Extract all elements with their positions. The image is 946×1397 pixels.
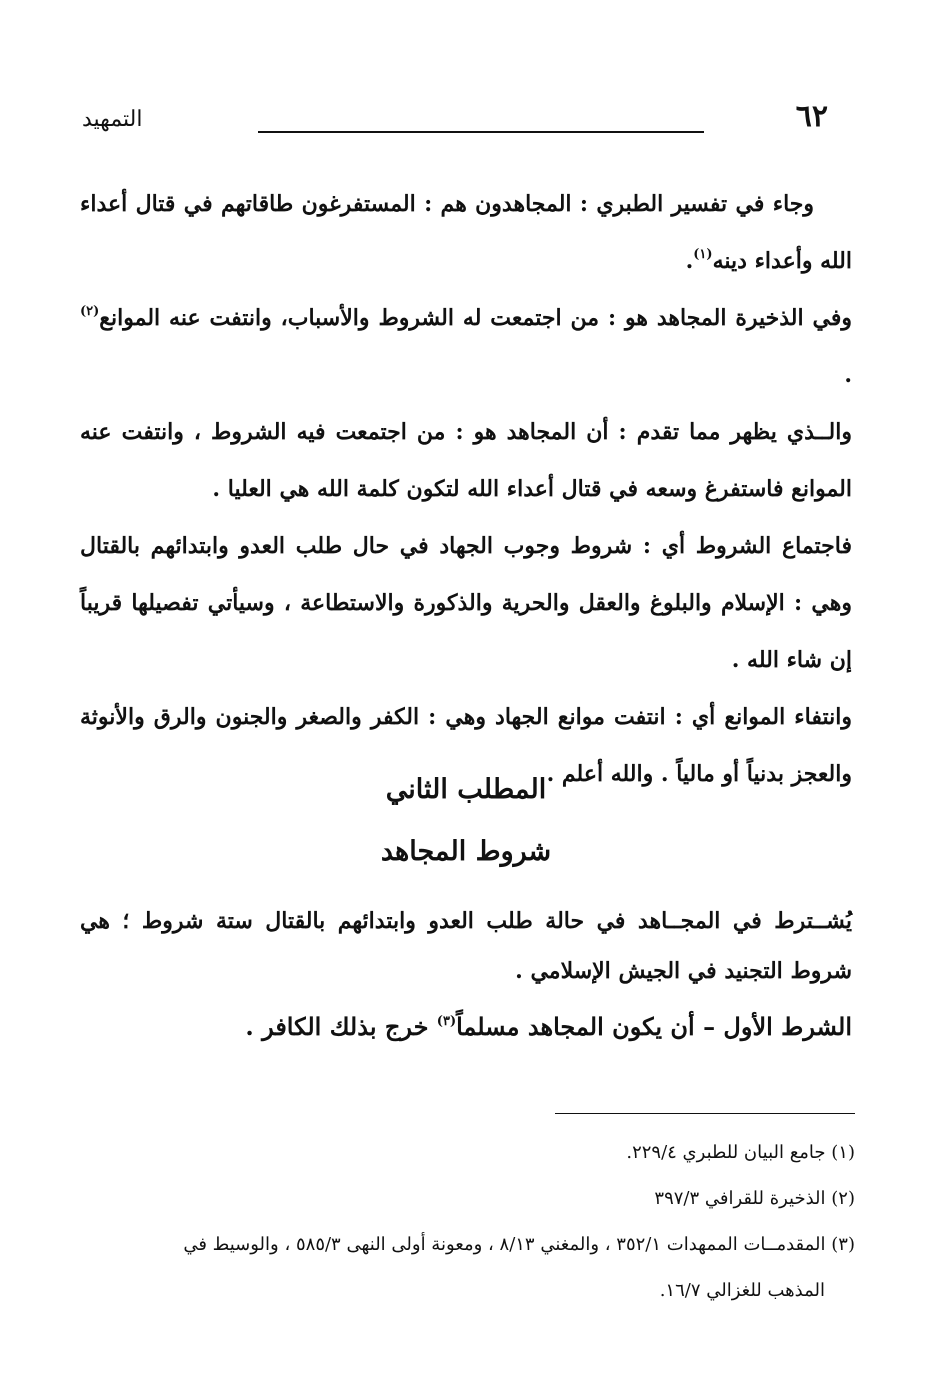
paragraph-conditions: فاجتماع الشروط أي : شروط وجوب الجهاد في حال طلب العدو وابتدائهم بالقتال وهي : الإسلام والبلوغ والعقل والحرية والذكورة والاستطاعة ، وسيأتي تفصيلها قريباً إن شاء الله . [80,533,852,673]
footnote-3: (٣) المقدمــات الممهدات ٣٥٢/١ ، والمغني ٨/١٣ ، ومعونة أولى النهى ٥٨٥/٣ ، والوسيط في [183,1234,855,1255]
section-headings [80,770,852,882]
header-rule [258,131,704,133]
condition-text: الشرط الأول – أن يكون المجاهد مسلماً [456,1012,852,1041]
running-title: التمهيد [82,107,143,132]
footnote-2: (٢) الذخيرة للقرافي ٣٩٧/٣ [654,1188,855,1209]
footnotes [80,1130,855,1314]
paragraph-conclusion: والــذي يظهر مما تقدم : أن المجاهد هو : من اجتمعت فيه الشروط ، وانتفت عنه الموانع فاستفرغ وسعه في قتال أعداء الله لتكون كلمة الله هي العليا . [80,419,852,502]
paragraph-end: . [685,248,694,274]
section-text [80,896,852,1058]
page-number: ٦٢ [795,99,828,134]
paragraph-tabari-definition [80,176,852,290]
paragraph-dhakhira-definition [80,290,852,404]
paragraph-end: . [844,362,852,388]
footnote-3-continuation: المذهب للغزالي ١٦/٧. [659,1280,825,1301]
footnote-ref: (١) [693,247,713,262]
section-heading: المطلب الثاني [385,774,547,805]
paragraph-text: وجاء في تفسير الطبري : المجاهدون هم : المستفرغون طاقاتهم في قتال أعداء الله وأعداء دينه [80,191,852,274]
footnote-1: (١) جامع البيان للطبري ٢٢٩/٤. [626,1142,855,1163]
section-paragraph: يُشــترط في المجــاهد في حالة طلب العدو وابتدائهم بالقتال ستة شروط ؛ هي شروط التجنيد في الجيش الإسلامي . [80,908,852,984]
main-text [80,176,852,803]
section-subheading: شروط المجاهد [380,836,552,867]
paragraph-impediments: وانتفاء الموانع أي : انتفت موانع الجهاد وهي : الكفر والصغر والجنون والرق والأنوثة والعجز بدنياً أو مالياً . والله أعلم . [80,704,852,787]
first-condition [80,996,852,1058]
condition-end: خرج بذلك الكافر . [245,1012,437,1041]
footnote-ref: (٢) [80,304,100,319]
paragraph-text: وفي الذخيرة المجاهد هو : من اجتمعت له الشروط والأسباب، وانتفت عنه الموانع [99,305,852,331]
footnote-ref: (٣) [436,1014,457,1029]
page-header [80,95,850,145]
footnote-separator [555,1113,855,1114]
